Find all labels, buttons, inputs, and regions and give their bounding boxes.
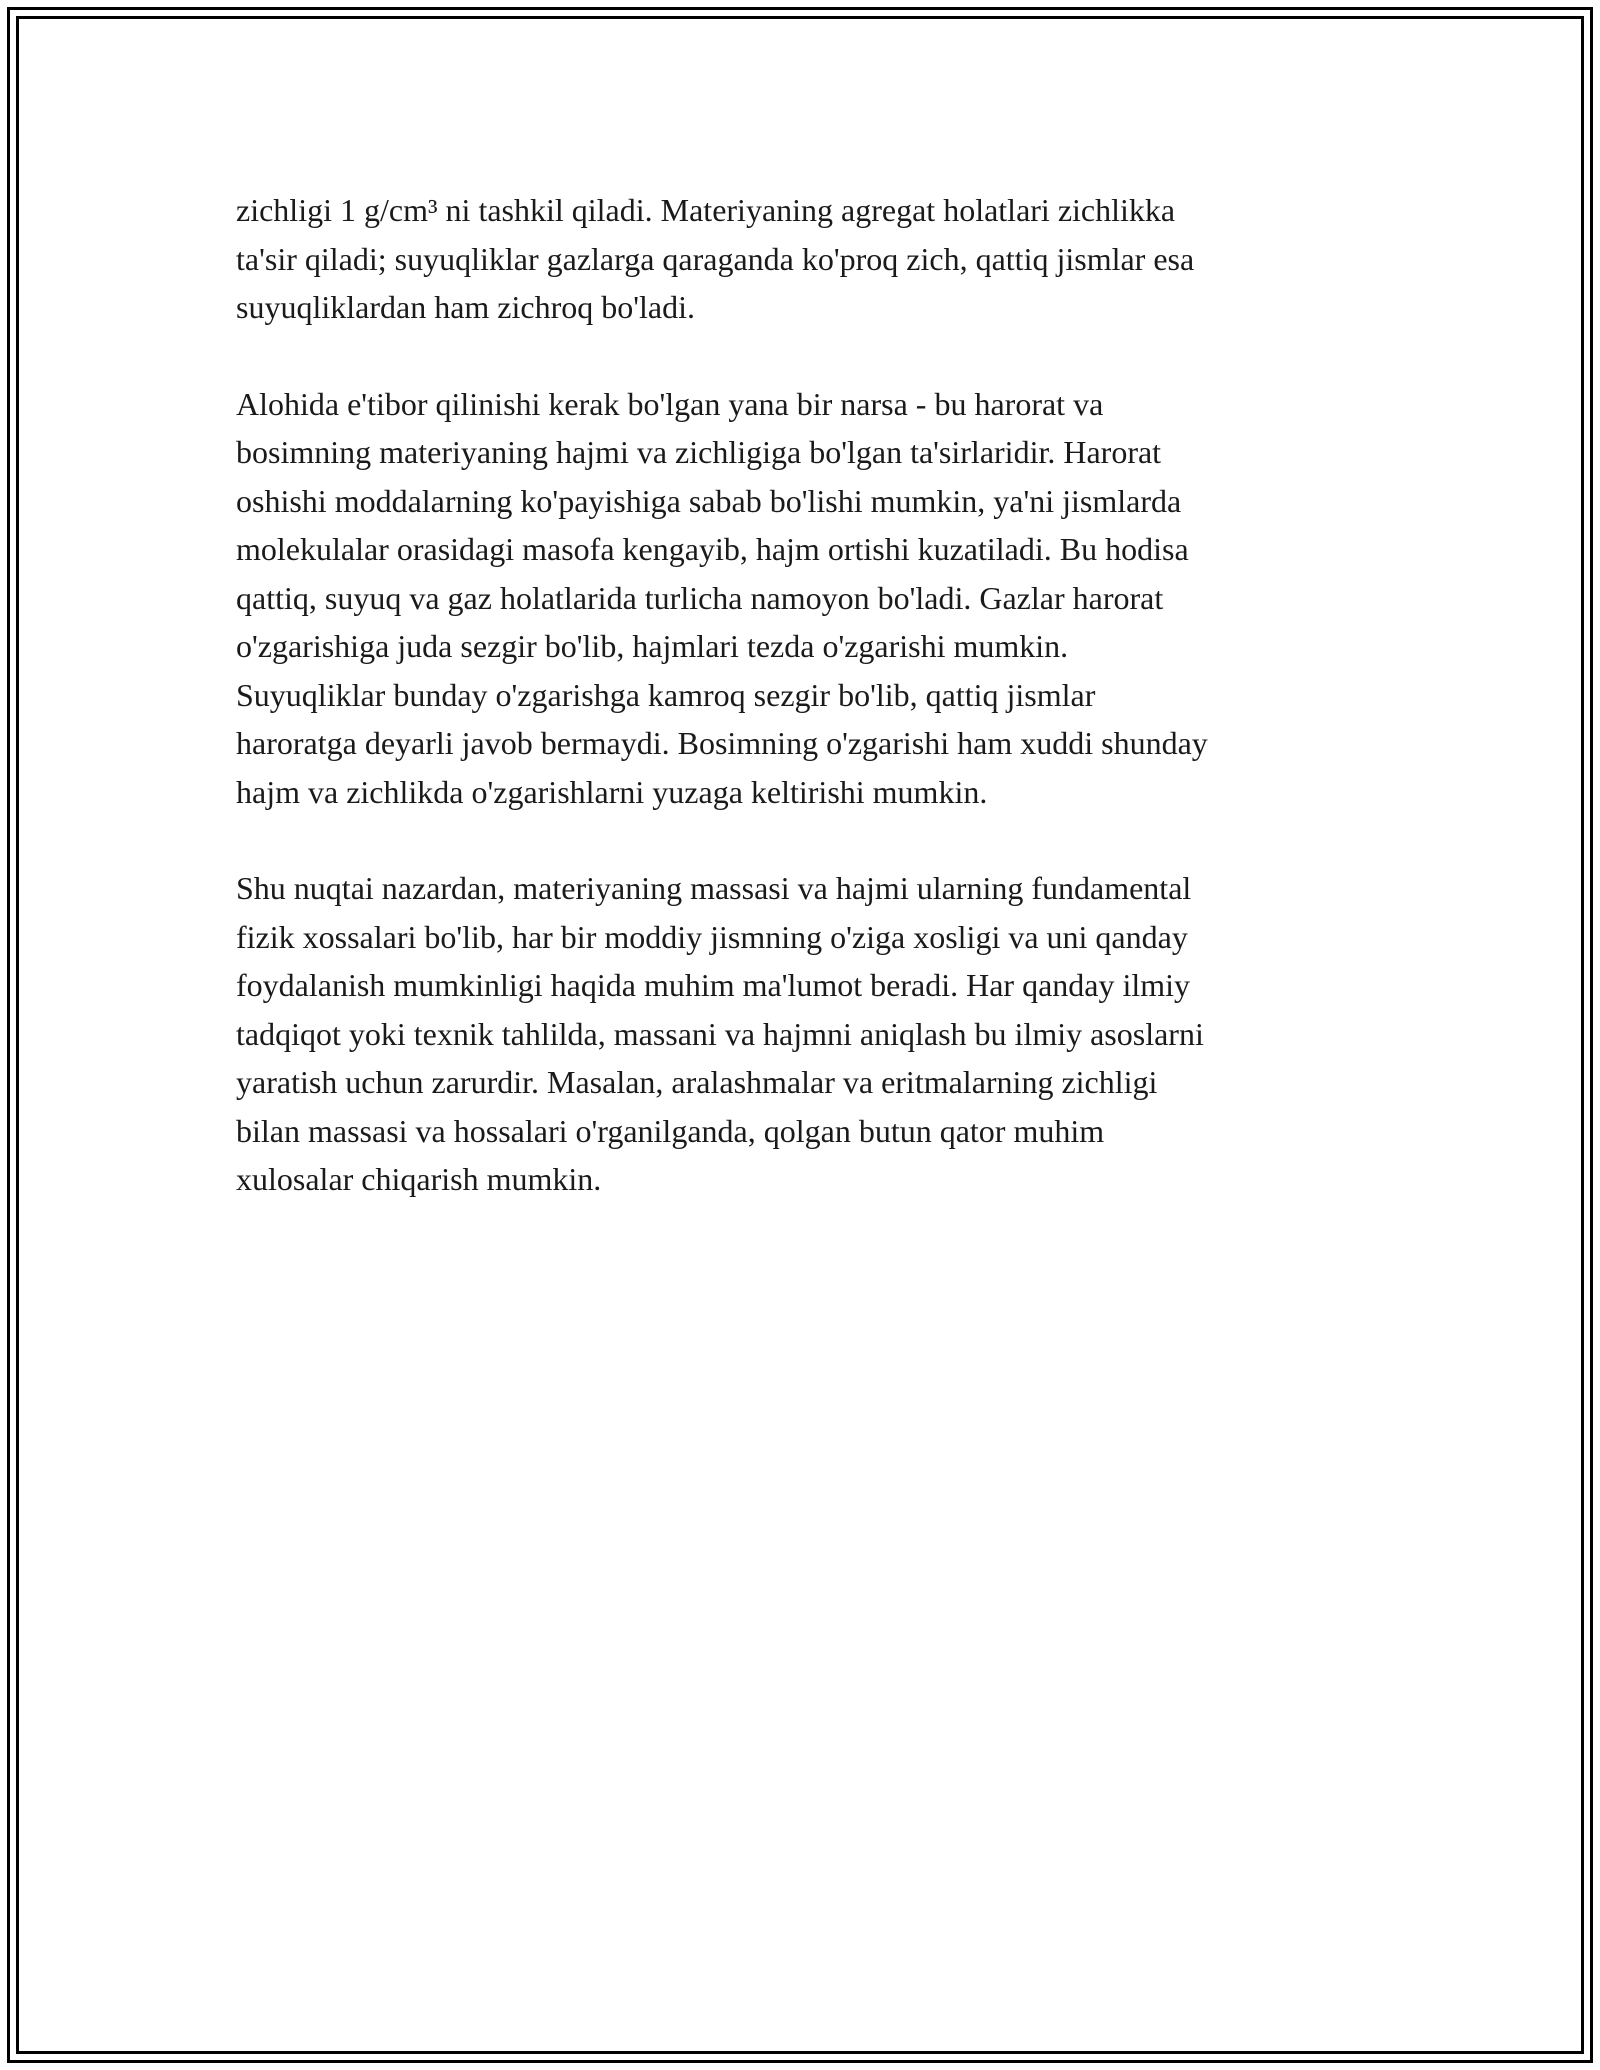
document-body <box>236 186 1366 1252</box>
paragraph-density <box>236 186 1366 332</box>
text-line: ta'sir qiladi; suyuqliklar gazlarga qaraganda ko'proq zich, qattiq jismlar esa <box>236 240 1195 277</box>
text-line: haroratga deyarli javob bermaydi. Bosimning o'zgarishi ham xuddi shunday <box>236 725 1208 761</box>
text-line: tadqiqot yoki texnik tahlilda, massani va hajmni aniqlash bu ilmiy asoslarni <box>236 1015 1204 1052</box>
paragraph-temperature-pressure <box>236 380 1366 817</box>
text-line: molekulalar orasidagi masofa kengayib, hajm ortishi kuzatiladi. Bu hodisa <box>236 531 1189 567</box>
text-line: fizik xossalari bo'lib, har bir moddiy jismning o'ziga xosligi va uni qanday <box>236 918 1188 955</box>
text-line: hajm va zichlikda o'zgarishlarni yuzaga keltirishi mumkin. <box>236 773 988 810</box>
text-line: suyuqliklardan ham zichroq bo'ladi. <box>236 289 695 325</box>
text-line: Shu nuqtai nazardan, materiyaning massasi va hajmi ularning fundamental <box>236 870 1192 906</box>
text-line: bilan massasi va hossalari o'rganilganda, qolgan butun qator muhim <box>236 1112 1105 1149</box>
text-line: Suyuqliklar bunday o'zgarishga kamroq sezgir bo'lib, qattiq jismlar <box>236 676 1096 713</box>
text-line: foydalanish mumkinligi haqida muhim ma'lumot beradi. Har qanday ilmiy <box>236 967 1191 1003</box>
paragraph-conclusion <box>236 864 1366 1204</box>
text-line: xulosalar chiqarish mumkin. <box>236 1161 602 1197</box>
text-line: o'zgarishiga juda sezgir bo'lib, hajmlari tezda o'zgarishi mumkin. <box>236 628 1069 664</box>
text-line: bosimning materiyaning hajmi va zichligiga bo'lgan ta'sirlaridir. Harorat <box>236 434 1162 470</box>
text-line: qattiq, suyuq va gaz holatlarida turlicha namoyon bo'ladi. Gazlar harorat <box>236 579 1164 616</box>
text-line: Alohida e'tibor qilinishi kerak bo'lgan yana bir narsa - bu harorat va <box>236 385 1104 422</box>
text-line: yaratish uchun zarurdir. Masalan, aralashmalar va eritmalarning zichligi <box>236 1064 1158 1100</box>
text-line: oshishi moddalarning ko'payishiga sabab bo'lishi mumkin, ya'ni jismlarda <box>236 482 1182 519</box>
text-line: zichligi 1 g/cm³ ni tashkil qiladi. Materiyaning agregat holatlari zichlikka <box>236 192 1176 228</box>
